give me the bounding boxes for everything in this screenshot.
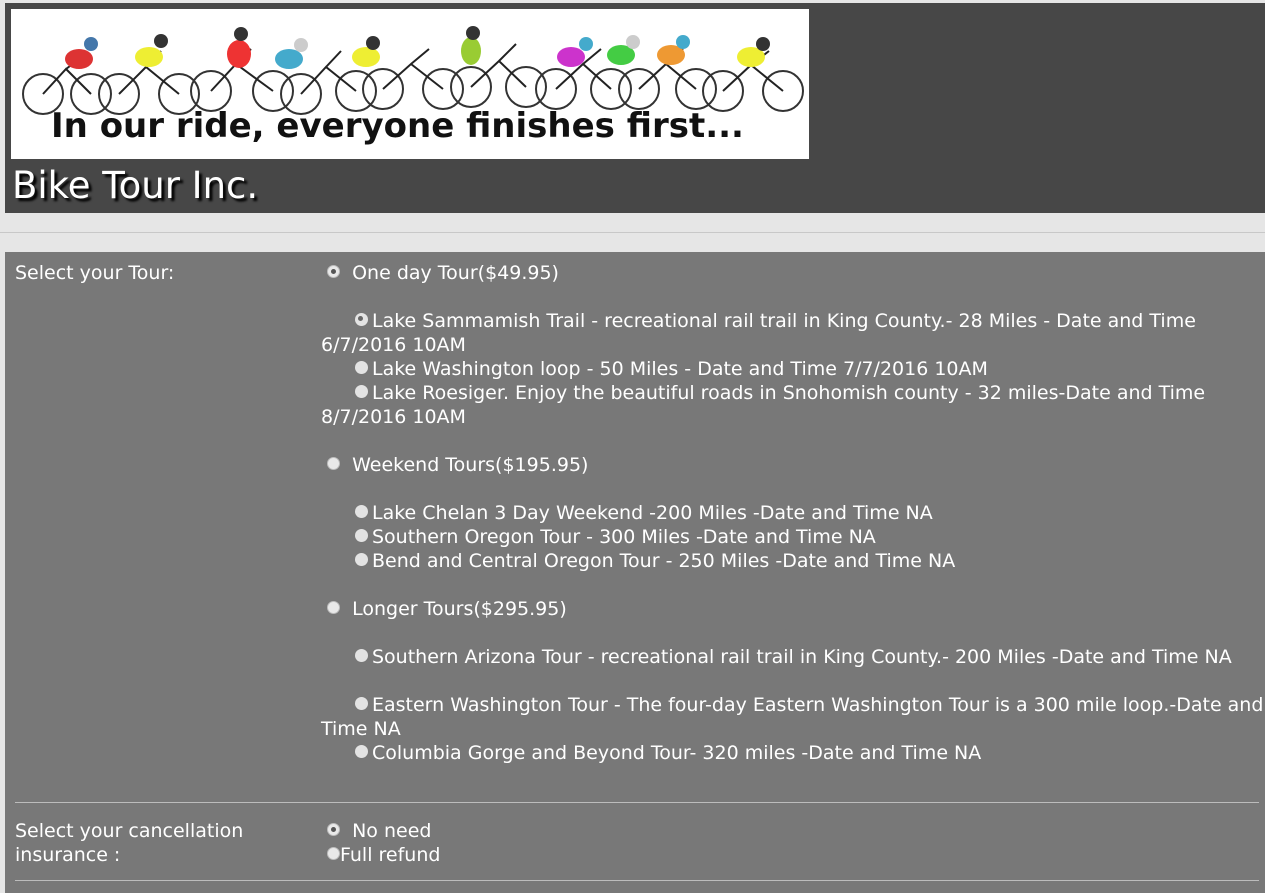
insurance-option-full-refund[interactable] — [327, 843, 440, 867]
radio-southern-oregon[interactable] — [355, 529, 368, 542]
tour-item-text: Lake Sammamish Trail - recreational rail trail in King County.- 28 Miles - Date and Time 6/7/2016 10AM — [321, 310, 1196, 356]
tour-option-label: Weekend Tours($195.95) — [352, 454, 589, 476]
tour-select-label: Select your Tour: — [15, 262, 175, 284]
tour-item-lake-roesiger[interactable] — [321, 381, 1265, 429]
tour-item-bend-central-oregon[interactable] — [321, 549, 1265, 573]
radio-weekend[interactable] — [327, 457, 340, 470]
tour-option-label: Longer Tours($295.95) — [352, 598, 567, 620]
banner-slogan: In our ride, everyone finishes first... — [51, 106, 744, 146]
tour-item-eastern-washington[interactable] — [321, 693, 1265, 741]
tour-item-columbia-gorge[interactable] — [321, 741, 1265, 765]
insurance-option-label: No need — [352, 820, 432, 842]
radio-no-need[interactable] — [327, 823, 340, 836]
tour-item-text: Southern Arizona Tour - recreational rail trail in King County.- 200 Miles -Date and Time NA — [372, 646, 1232, 668]
tour-item-lake-sammamish[interactable] — [321, 309, 1265, 357]
booking-form — [5, 252, 1265, 893]
radio-lake-washington[interactable] — [355, 361, 368, 374]
tour-item-southern-oregon[interactable] — [321, 525, 1265, 549]
tour-item-text: Lake Chelan 3 Day Weekend -200 Miles -Date and Time NA — [372, 502, 933, 524]
tour-item-text: Columbia Gorge and Beyond Tour- 320 miles -Date and Time NA — [372, 742, 982, 764]
tour-option-longer[interactable] — [327, 597, 567, 621]
section-divider — [15, 880, 1259, 881]
site-title: Bike Tour Inc. — [12, 164, 259, 207]
radio-lake-chelan[interactable] — [355, 505, 368, 518]
site-header — [5, 3, 1265, 213]
radio-lake-sammamish[interactable] — [355, 313, 368, 326]
tour-option-label: One day Tour($49.95) — [352, 262, 559, 284]
tour-option-one-day[interactable] — [327, 261, 559, 285]
tour-item-lake-washington[interactable] — [321, 357, 1265, 381]
radio-full-refund[interactable] — [327, 847, 340, 860]
insurance-label: Select your cancellation insurance : — [15, 820, 244, 866]
tour-option-weekend[interactable] — [327, 453, 588, 477]
section-divider — [15, 802, 1259, 803]
radio-southern-arizona[interactable] — [355, 649, 368, 662]
radio-columbia-gorge[interactable] — [355, 745, 368, 758]
header-divider — [0, 232, 1265, 233]
radio-eastern-washington[interactable] — [355, 697, 368, 710]
banner-image — [11, 9, 809, 159]
tour-item-text: Southern Oregon Tour - 300 Miles -Date and Time NA — [372, 526, 876, 548]
tour-item-text: Lake Washington loop - 50 Miles - Date and Time 7/7/2016 10AM — [372, 358, 988, 380]
tour-item-text: Lake Roesiger. Enjoy the beautiful roads in Snohomish county - 32 miles-Date and Time 8/7/2016 10AM — [321, 382, 1206, 428]
insurance-option-label: Full refund — [340, 844, 441, 866]
radio-one-day[interactable] — [327, 265, 340, 278]
insurance-option-no-need[interactable] — [327, 819, 431, 843]
radio-longer[interactable] — [327, 601, 340, 614]
radio-bend-central-oregon[interactable] — [355, 553, 368, 566]
tour-item-text: Bend and Central Oregon Tour - 250 Miles -Date and Time NA — [372, 550, 956, 572]
tour-item-lake-chelan[interactable] — [321, 501, 1265, 525]
tour-item-southern-arizona[interactable] — [321, 645, 1265, 669]
radio-lake-roesiger[interactable] — [355, 385, 368, 398]
tour-item-text: Eastern Washington Tour - The four-day Eastern Washington Tour is a 300 mile loop.-Date and Time NA — [321, 694, 1264, 740]
